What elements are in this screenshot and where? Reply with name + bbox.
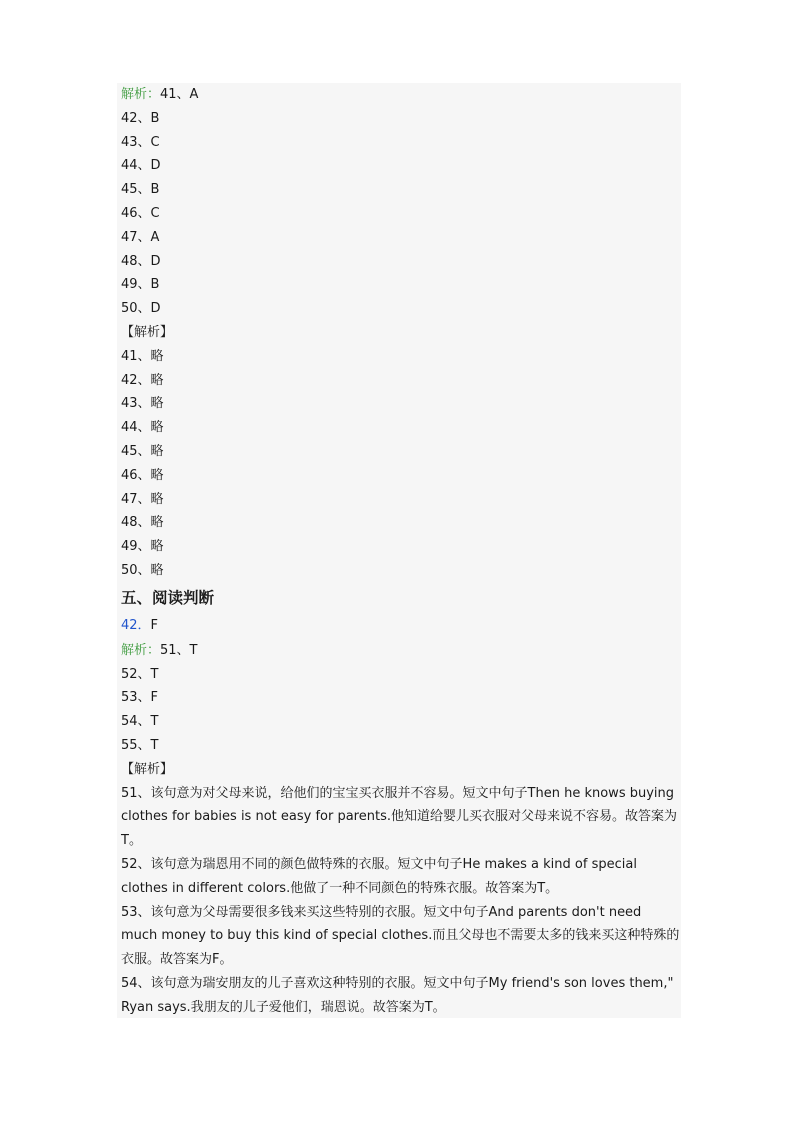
- question-number: 42．: [121, 617, 151, 633]
- analysis-line: 44、略: [121, 420, 164, 436]
- answer-line: 47、A: [121, 229, 160, 245]
- analysis-line: 42、略: [121, 372, 164, 388]
- question-answer: F: [150, 617, 159, 633]
- analysis-line: 46、略: [121, 467, 164, 483]
- answer-line: 54、T: [121, 714, 159, 730]
- analysis-paragraph: 51、该句意为对父母来说，给他们的宝宝买衣服并不容易。短文中句子Then he knows buying clothes for babies is not easy for parents.他知道给婴儿买衣服对父母来说不容易。故答案为T。: [121, 785, 677, 849]
- analysis-label: 解析：: [121, 642, 161, 658]
- section-heading: 五、阅读判断: [121, 588, 215, 607]
- analysis-paragraph: 53、该句意为父母需要很多钱来买这些特别的衣服。短文中句子And parents don't need much money to buy this kind of special clothes.而且父母也不需要太多的钱来买这种特殊的衣服。故答案为F。: [121, 904, 680, 968]
- answer-line: 53、F: [121, 690, 159, 706]
- answer-line: 45、B: [121, 182, 160, 198]
- analysis-paragraph: 54、该句意为瑞安朋友的儿子喜欢这种特别的衣服。短文中句子My friend's son loves them," Ryan says.我朋友的儿子爱他们，瑞恩说。故答案为T。: [121, 975, 674, 1015]
- analysis-paragraph: 52、该句意为瑞恩用不同的颜色做特殊的衣服。短文中句子He makes a kind of special clothes in different colors.他做了一种不同颜色的特殊衣服。故答案为T。: [121, 856, 637, 896]
- analysis-line: 49、略: [121, 539, 164, 555]
- analysis-line: 43、略: [121, 396, 164, 412]
- answer-item: 51、T: [160, 642, 198, 658]
- answer-line: 42、B: [121, 110, 160, 126]
- analysis-line: 48、略: [121, 515, 164, 531]
- answer-line: 46、C: [121, 205, 160, 221]
- answer-line: 52、T: [121, 666, 159, 682]
- answer-line: [121, 639, 681, 663]
- answer-line: 43、C: [121, 134, 160, 150]
- analysis-line: 50、略: [121, 562, 164, 578]
- analysis-heading: 【解析】: [121, 761, 174, 777]
- analysis-heading: 【解析】: [121, 324, 174, 340]
- answer-line: 55、T: [121, 737, 159, 753]
- answer-line: 50、D: [121, 301, 161, 317]
- answer-line: 48、D: [121, 253, 161, 269]
- answer-item: 41、A: [160, 87, 199, 102]
- analysis-line: 41、略: [121, 348, 164, 364]
- document-content: [121, 83, 681, 1019]
- analysis-line: 45、略: [121, 443, 164, 459]
- analysis-line: 47、略: [121, 491, 164, 507]
- answer-line: 44、D: [121, 158, 161, 174]
- question-line: [121, 613, 681, 639]
- answer-line: 49、B: [121, 277, 160, 293]
- analysis-label: 解析：: [121, 87, 161, 102]
- answer-line: [121, 83, 681, 107]
